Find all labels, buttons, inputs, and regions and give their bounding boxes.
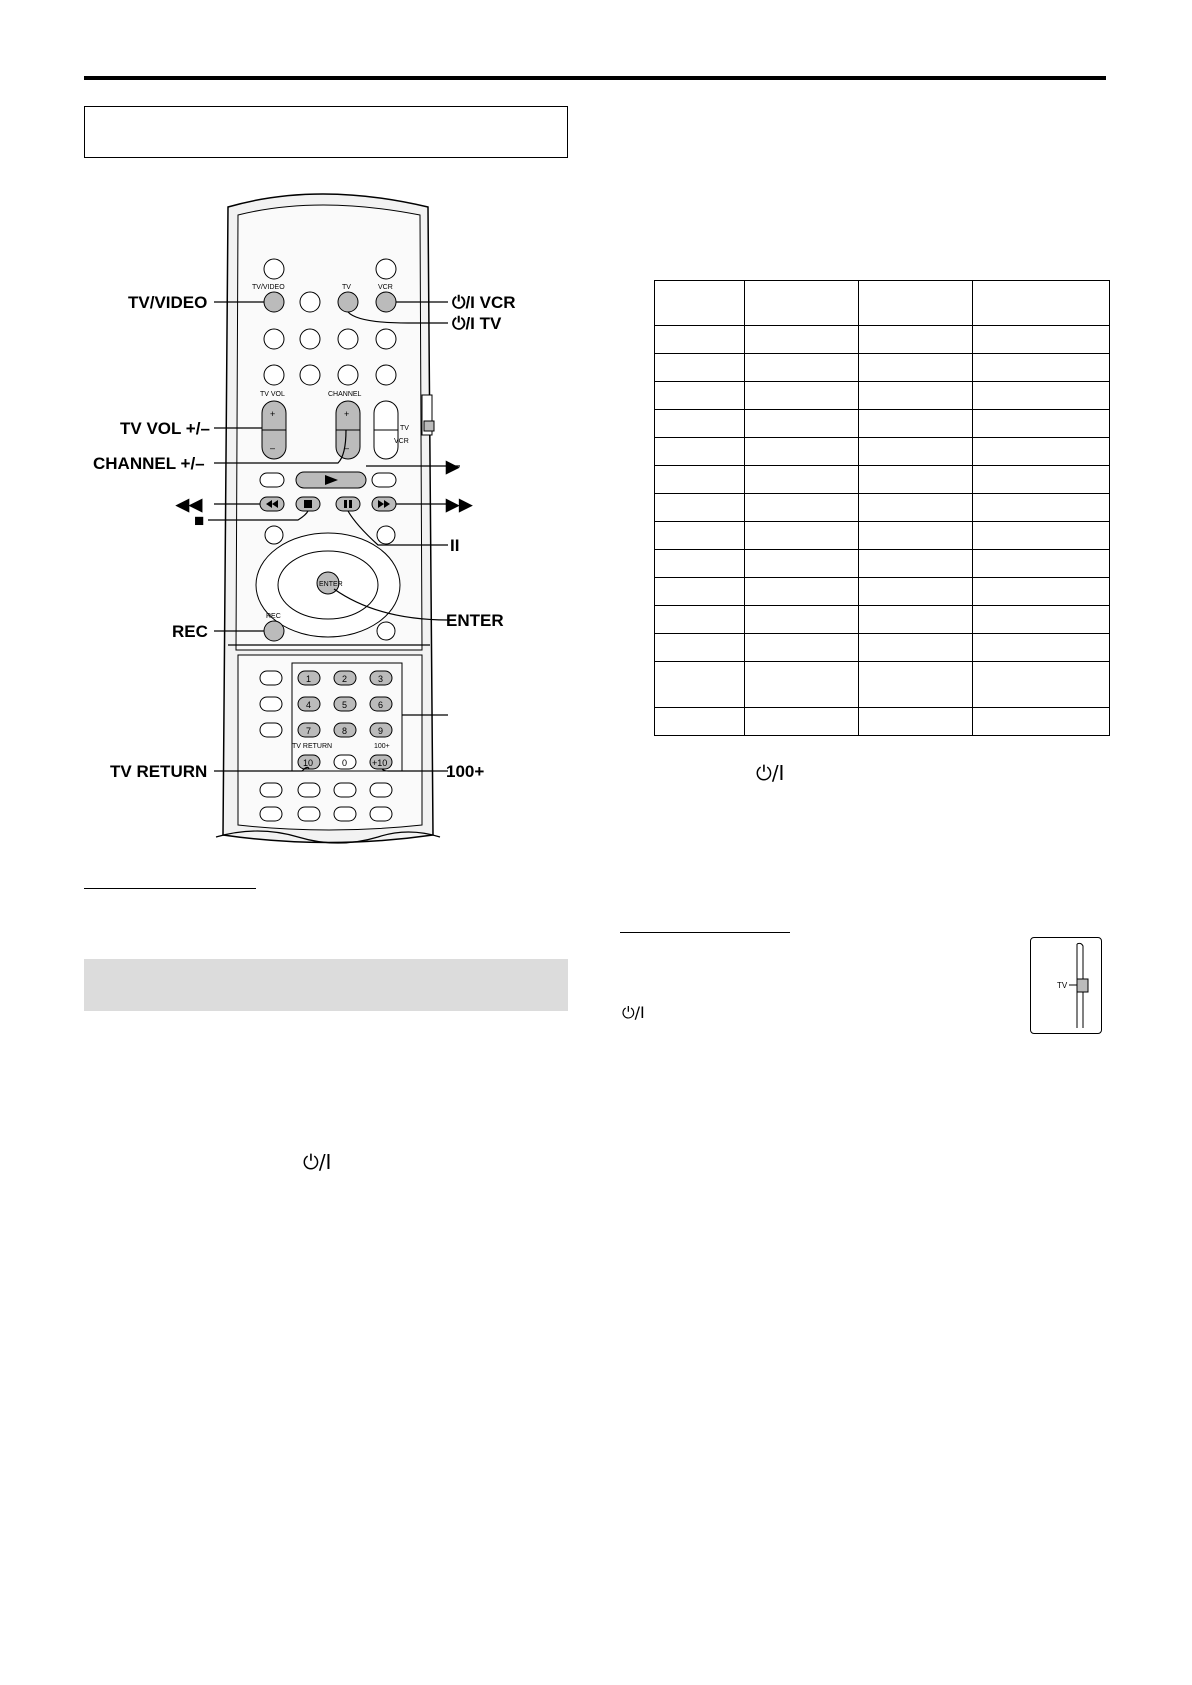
- channel-callout: CHANNEL +/–: [93, 454, 205, 473]
- button-nav-right-bottom[interactable]: [377, 622, 395, 640]
- plus100-key-label: 100+: [374, 743, 390, 750]
- key-8-label: 8: [342, 726, 348, 736]
- power-symbol-right: ⏻/I: [756, 761, 785, 785]
- bottom-button-7[interactable]: [334, 807, 356, 821]
- top-left-button[interactable]: [264, 259, 284, 279]
- tv-vol-key-label: TV VOL: [260, 391, 285, 398]
- side-button-1[interactable]: [260, 671, 282, 685]
- key-10-label: 10: [303, 758, 314, 768]
- tv-power-callout: ⏻/I TV: [452, 314, 502, 333]
- plus100-callout: 100+: [446, 762, 485, 781]
- section-title-box: [84, 106, 568, 158]
- table-row: [655, 522, 1110, 550]
- channel-plus-glyph: +: [344, 409, 350, 419]
- button-r4-4[interactable]: [376, 365, 396, 385]
- table-row: [655, 662, 1110, 708]
- switch-tv-label: TV: [400, 425, 409, 432]
- side-button-3[interactable]: [260, 723, 282, 737]
- key-0-label: 0: [342, 758, 348, 768]
- key-7-label: 7: [306, 726, 312, 736]
- section-heading-bar: [84, 959, 568, 1011]
- tv-switch-inset-drawing: [1031, 938, 1101, 1033]
- bottom-button-1[interactable]: [260, 783, 282, 797]
- top-rule: [84, 76, 1106, 80]
- table-row: [655, 708, 1110, 736]
- button-r3-4[interactable]: [376, 329, 396, 349]
- table-row: [655, 438, 1110, 466]
- tv-switch-knob: [1077, 979, 1088, 992]
- right-note-underline: [620, 932, 790, 933]
- key-3-label: 3: [378, 674, 384, 684]
- tv-video-key-label: TV/VIDEO: [252, 284, 285, 291]
- pause-button[interactable]: [336, 497, 360, 511]
- vcr-power-button[interactable]: [376, 292, 396, 312]
- tv-switch-inset: [1030, 937, 1102, 1034]
- table-row: [655, 550, 1110, 578]
- key-6-label: 6: [378, 700, 384, 710]
- table-row: [655, 326, 1110, 354]
- key-2-label: 2: [342, 674, 348, 684]
- enter-key-label: ENTER: [319, 581, 343, 588]
- tv-switch-label: TV: [1057, 981, 1068, 990]
- tv-power-button[interactable]: [338, 292, 358, 312]
- power-symbol-left: ⏻/I: [303, 1150, 332, 1174]
- rec-key-label: REC: [266, 613, 281, 620]
- button-play-right[interactable]: [372, 473, 396, 487]
- button-r4-1[interactable]: [264, 365, 284, 385]
- tv-vol-callout: TV VOL +/–: [120, 419, 210, 438]
- bottom-button-3[interactable]: [334, 783, 356, 797]
- bottom-button-4[interactable]: [370, 783, 392, 797]
- bottom-button-2[interactable]: [298, 783, 320, 797]
- table-row: [655, 354, 1110, 382]
- button-play-left[interactable]: [260, 473, 284, 487]
- bottom-button-8[interactable]: [370, 807, 392, 821]
- remote-control-illustration: [88, 185, 528, 845]
- rec-callout: REC: [172, 622, 208, 641]
- table-row: [655, 578, 1110, 606]
- button-r3-3[interactable]: [338, 329, 358, 349]
- side-button-2[interactable]: [260, 697, 282, 711]
- button-r4-3[interactable]: [338, 365, 358, 385]
- key-9-label: 9: [378, 726, 384, 736]
- enter-callout: ENTER: [446, 611, 504, 630]
- table-row: [655, 382, 1110, 410]
- button-nav-left-top[interactable]: [265, 526, 283, 544]
- tv-vol-plus-glyph: +: [270, 409, 276, 419]
- table-row: [655, 466, 1110, 494]
- key-5-label: 5: [342, 700, 348, 710]
- button-r4-2[interactable]: [300, 365, 320, 385]
- table-row: [655, 494, 1110, 522]
- tv-key-label: TV: [342, 284, 351, 291]
- rec-button[interactable]: [264, 621, 284, 641]
- fast-forward-callout: ▶▶: [446, 495, 473, 514]
- channel-minus-glyph: –: [344, 443, 350, 453]
- bottom-button-5[interactable]: [260, 807, 282, 821]
- key-4-label: 4: [306, 700, 312, 710]
- table-header-row: [655, 281, 1110, 326]
- bottom-button-6[interactable]: [298, 807, 320, 821]
- tv-vol-minus-glyph: –: [270, 443, 276, 453]
- play-callout: ▶: [446, 457, 460, 476]
- tv-code-table: [654, 280, 1110, 736]
- button-nav-right-top[interactable]: [377, 526, 395, 544]
- left-note-underline: [84, 888, 256, 889]
- tv-return-callout: TV RETURN: [110, 762, 208, 781]
- table-row: [655, 410, 1110, 438]
- tv-video-callout: TV/VIDEO: [128, 293, 208, 312]
- pause-callout: II: [450, 536, 460, 555]
- table-row: [655, 606, 1110, 634]
- key-plus10-label: +10: [372, 758, 388, 768]
- table-row: [655, 634, 1110, 662]
- vcr-key-label: VCR: [378, 284, 393, 291]
- button-r2-2[interactable]: [300, 292, 320, 312]
- tv-video-button[interactable]: [264, 292, 284, 312]
- button-r3-2[interactable]: [300, 329, 320, 349]
- tv-return-key-label: TV RETURN: [292, 743, 333, 750]
- switch-vcr-label: VCR: [394, 438, 409, 445]
- key-1-label: 1: [306, 674, 312, 684]
- button-r3-1[interactable]: [264, 329, 284, 349]
- top-right-button[interactable]: [376, 259, 396, 279]
- channel-key-label: CHANNEL: [328, 391, 362, 398]
- rewind-callout: ◀◀: [176, 495, 203, 514]
- tv-vcr-switch-knob[interactable]: [424, 421, 434, 431]
- power-symbol-note: ⏻/I: [622, 1003, 645, 1022]
- stop-callout: ■: [194, 511, 205, 530]
- vcr-power-callout: ⏻/I VCR: [452, 293, 516, 312]
